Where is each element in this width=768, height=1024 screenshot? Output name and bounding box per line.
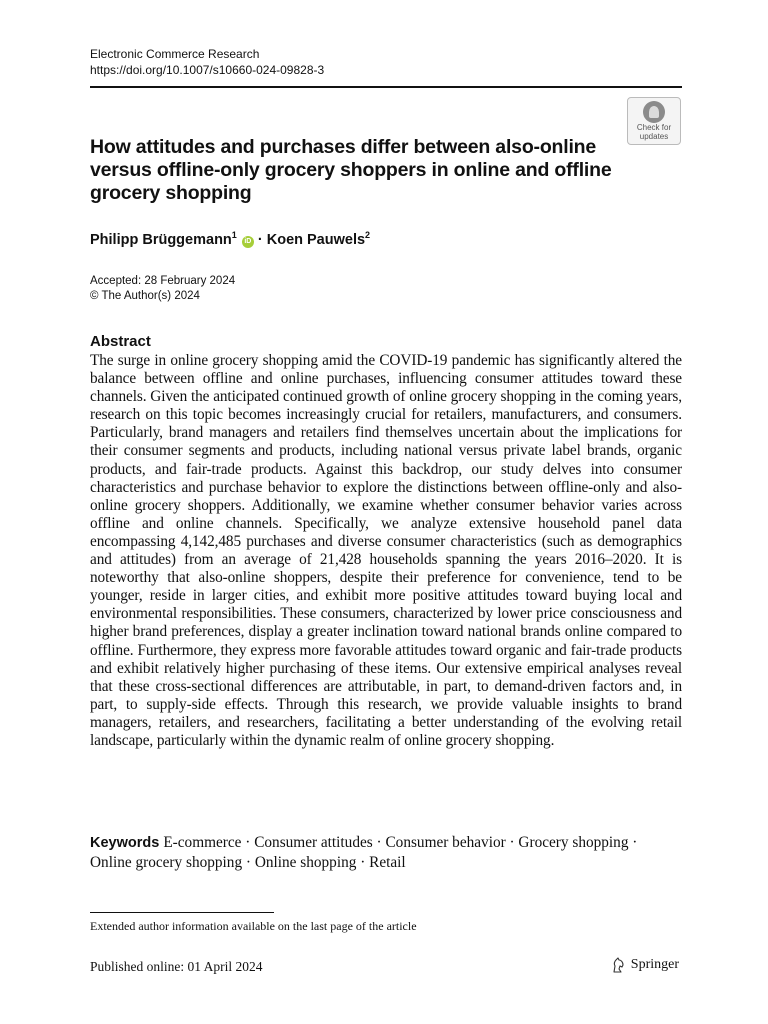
author-name[interactable]: Koen Pauwels [266, 231, 366, 248]
badge-line-2: updates [639, 132, 669, 141]
abstract-heading: Abstract [90, 333, 151, 350]
abstract-body: The surge in online grocery shopping amid the COVID-19 pandemic has significantly altered the balance between offline and online purchases, influencing consumer attitudes toward these channels. Given the anticipated continued growth of online grocery shopping in the coming years, research on this topic becomes increasingly crucial for retailers, manufacturers, and consumers. Particularly, brand managers and retailers find themselves uncertain about the implications for their consumer segments and products, including national versus private label brands, organic products, and fair-trade products. Against this backdrop, our study delves into consumer characteristics and purchase behavior to explore the distinctions between offline-only and also-online grocery shoppers. Additionally, we examine whether consumer behavior varies across offline and online channels. Specifically, we analyze extensive household panel data encompassing 4,142,485 purchases and diverse consumer characteristics (such as demographics and attitudes) from an average of 21,428 households spanning the years 2016–2020. It is noteworthy that also-online shoppers, despite their preference for convenience, tend to be younger, reside in larger cities, and exhibit more positive attitudes toward buying local and environmental responsibilities. These consumers, characterized by lower price consciousness and higher brand preferences, display a greater inclination toward national brands online compared to offline. Furthermore, they express more favorable attitudes toward organic and fair-trade products and exhibit relatively higher purchasing of these items. Our extensive empirical analyses reveal that these cross-sectional differences are attributable, in part, to demand-driven factors and, in part, to supply-side effects. Through this research, we provide valuable insights to brand managers, retailers, and researchers, facilitating a better understanding of the evolving retail landscape, particularly within the dynamic realm of online grocery shopping. [90, 352, 682, 749]
check-for-updates-icon [643, 101, 665, 123]
footnote: Extended author information available on the last page of the article [90, 919, 417, 933]
keywords-label: Keywords [90, 835, 160, 851]
orcid-icon[interactable]: iD [242, 236, 254, 248]
author-affiliation-mark: 2 [365, 230, 371, 240]
author-affiliation-mark: 1 [231, 230, 237, 240]
author-list [90, 230, 370, 248]
published-date: Published online: 01 April 2024 [90, 959, 263, 974]
doi-link[interactable]: https://doi.org/10.1007/s10660-024-09828-3 [90, 63, 325, 77]
author-name[interactable]: Philipp Brüggemann [90, 231, 232, 248]
author-separator: · [257, 231, 263, 248]
running-header [90, 46, 324, 78]
badge-line-1: Check for [636, 123, 672, 132]
journal-name: Electronic Commerce Research [90, 47, 260, 61]
header-divider [90, 86, 682, 88]
check-for-updates-badge[interactable] [627, 97, 681, 145]
keywords-section [90, 833, 682, 872]
springer-horse-icon [610, 957, 626, 973]
accepted-date: Accepted: 28 February 2024 [90, 275, 236, 287]
footnote-divider [90, 912, 274, 913]
publisher-logo[interactable] [610, 957, 679, 973]
article-title: How attitudes and purchases differ between also-online versus offline-only grocery shoppers in online and offline grocery shopping [90, 136, 612, 204]
publisher-name: Springer [630, 957, 679, 972]
copyright-notice: © The Author(s) 2024 [90, 290, 200, 302]
article-dates [90, 274, 235, 304]
keywords-list: E-commerce · Consumer attitudes · Consumer behavior · Grocery shopping · Online grocery shopping · Online shopping · Retail [90, 834, 638, 871]
